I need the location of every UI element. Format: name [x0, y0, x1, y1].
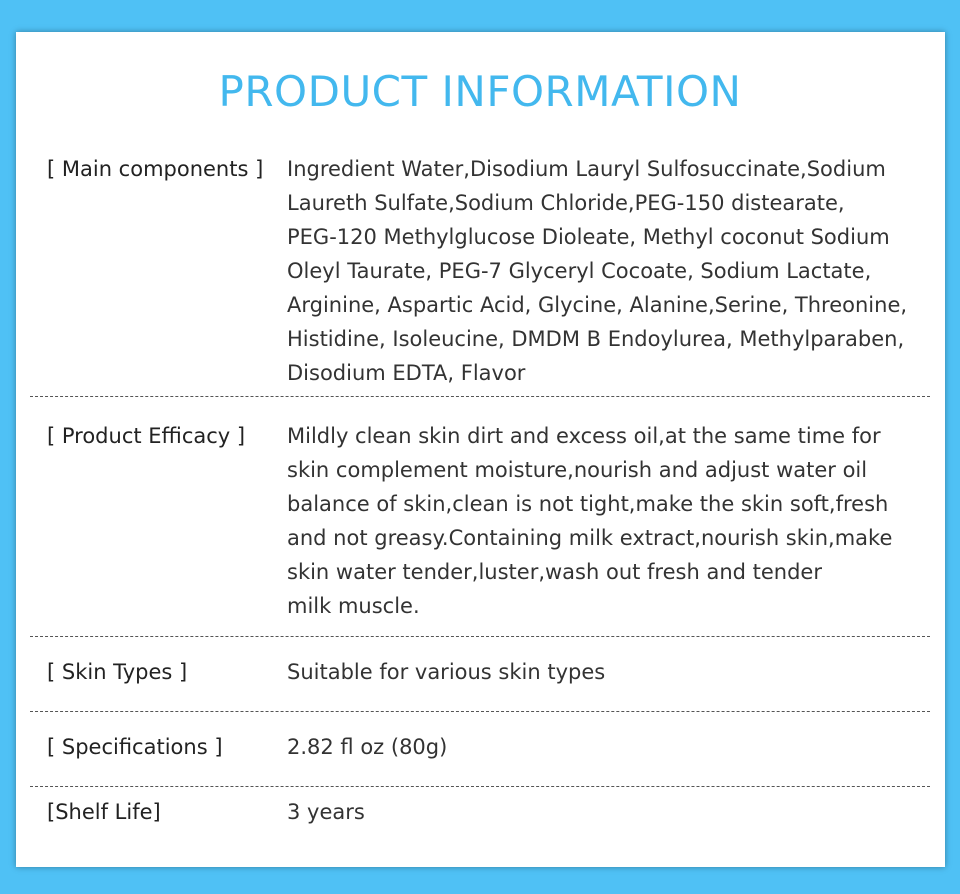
product-efficacy-line-5: skin water tender,luster,wash out fresh and tender	[287, 560, 822, 584]
main-components-line-3: PEG-120 Methylglucose Dioleate, Methyl coconut Sodium	[287, 225, 890, 249]
shelf-life-value: 3 years	[287, 800, 365, 824]
main-components-line-4: Oleyl Taurate, PEG-7 Glyceryl Cocoate, Sodium Lactate,	[287, 259, 872, 283]
specifications-label: [ Specifications ]	[47, 735, 223, 759]
skin-types-label: [ Skin Types ]	[47, 660, 188, 684]
product-efficacy-line-1: Mildly clean skin dirt and excess oil,at the same time for	[287, 424, 881, 448]
shelf-life-label: [Shelf Life]	[47, 800, 161, 824]
section-divider	[30, 636, 930, 637]
main-components-line-6: Histidine, Isoleucine, DMDM B Endoylurea, Methylparaben,	[287, 327, 905, 351]
section-divider	[30, 711, 930, 712]
specifications-value: 2.82 fl oz (80g)	[287, 735, 448, 759]
main-components-label: [ Main components ]	[47, 157, 264, 181]
section-divider	[30, 396, 930, 397]
main-components-line-2: Laureth Sulfate,Sodium Chloride,PEG-150 distearate,	[287, 191, 845, 215]
product-efficacy-label: [ Product Efficacy ]	[47, 424, 246, 448]
main-components-line-5: Arginine, Aspartic Acid, Glycine, Alanine,Serine, Threonine,	[287, 293, 908, 317]
page-title: PRODUCT INFORMATION	[218, 67, 742, 116]
product-efficacy-line-6: milk muscle.	[287, 594, 420, 618]
product-efficacy-line-2: skin complement moisture,nourish and adjust water oil	[287, 458, 868, 482]
main-components-line-1: Ingredient Water,Disodium Lauryl Sulfosuccinate,Sodium	[287, 157, 886, 181]
product-efficacy-line-4: and not greasy.Containing milk extract,nourish skin,make	[287, 526, 893, 550]
skin-types-value: Suitable for various skin types	[287, 660, 606, 684]
main-components-line-7: Disodium EDTA, Flavor	[287, 361, 526, 385]
section-divider	[30, 786, 930, 787]
product-efficacy-line-3: balance of skin,clean is not tight,make the skin soft,fresh	[287, 492, 889, 516]
